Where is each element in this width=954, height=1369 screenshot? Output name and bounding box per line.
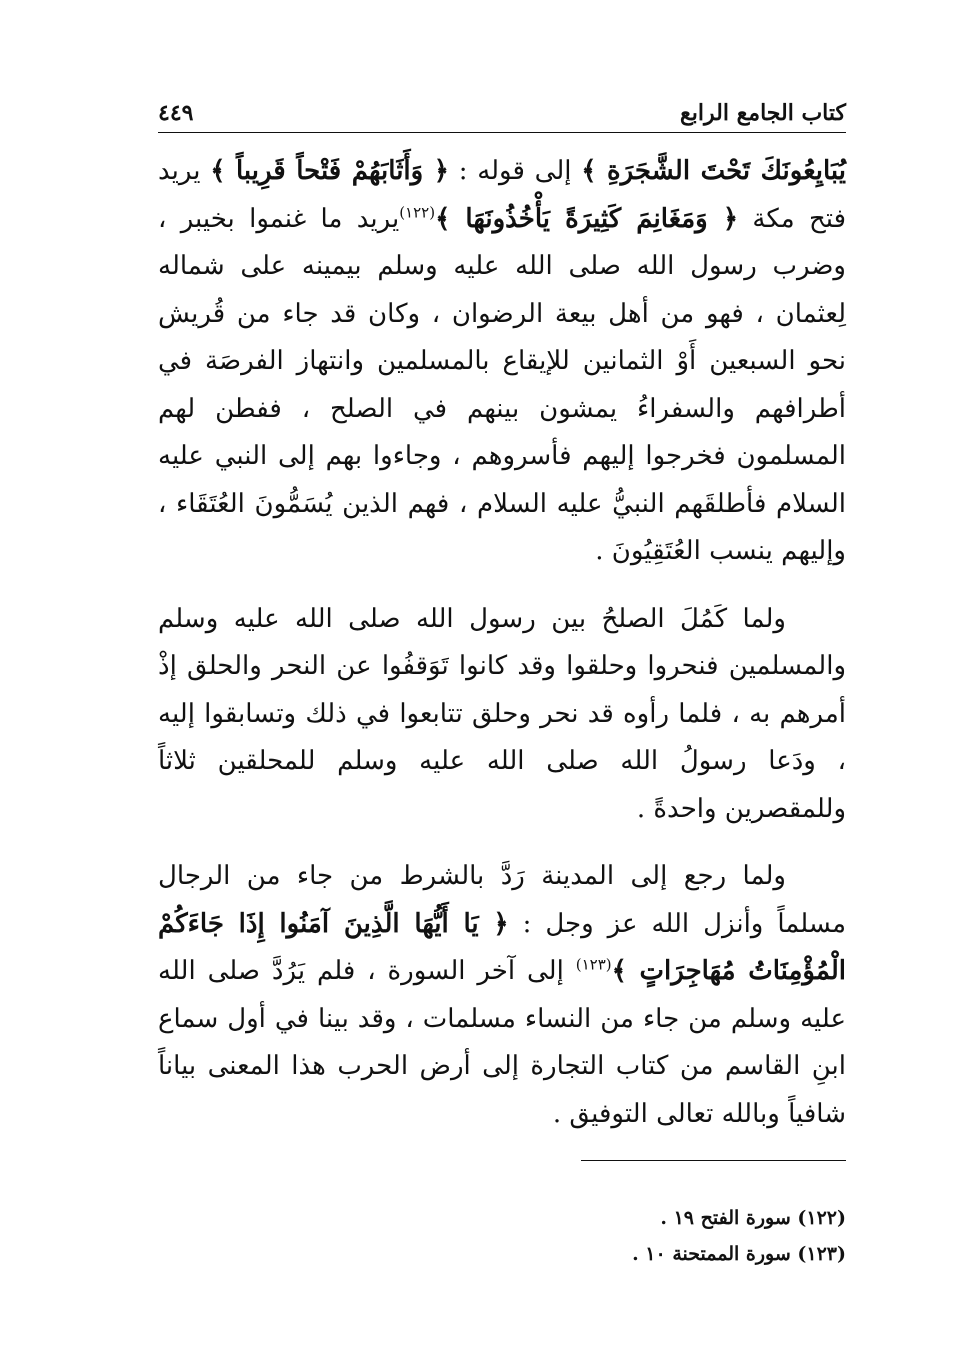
quran-verse: يُبَايِعُونَكَ تَحْتَ الشَّجَرَةِ ﴾ bbox=[581, 156, 846, 186]
footnote-divider bbox=[581, 1160, 846, 1161]
footnote-reference: (١٢٣) bbox=[575, 955, 612, 974]
paragraph-3 bbox=[158, 853, 846, 1138]
page-header bbox=[158, 80, 846, 133]
paragraph-1 bbox=[158, 148, 846, 576]
text-segment: ولما كَمُلَ الصلحُ بين رسول الله صلى الله عليه وسلم والمسلمين فنحروا وحلقوا وقد كانوا تَوَقفُوا عن النحر والحلق إذْ أمرهم به ، فلما رأوه قد نحر وحلق تتابعوا في ذلك وتسابقوا إليه ، ودَعا رسولُ الله صلى الله عليه وسلم للمحلقين ثلاثاً وللمقصرين واحدةً . bbox=[158, 603, 846, 824]
running-title: كتاب الجامع الرابع bbox=[680, 100, 846, 126]
footnote-reference: (١٢٢) bbox=[399, 202, 436, 221]
quran-verse: ﴿ يَا أَيُّهَا الَّذِينَ آمَنُوا إِذَا جَاءَكُمْ الْمُؤْمِنَاتُ مُهَاجِرَاتٍ ﴾ bbox=[158, 908, 846, 986]
text-segment: إلى آخر السورة ، فلم يَرُدَّ صلى الله عليه وسلم من جاء من النساء مسلمات ، وقد بينا في أول سماع ابنِ القاسم من كتاب التجارة إلى أرض الحرب هذا المعنى بياناً شافياً وبالله تعالى التوفيق . bbox=[158, 956, 846, 1129]
paragraph-2 bbox=[158, 596, 846, 834]
quran-verse: ﴿ وَمَغَانِمَ كَثِيرَةً يَأْخُذُونَهَا ﴾ bbox=[435, 203, 739, 234]
quran-verse: ﴿ وَأَثَابَهُمْ فَتْحاً قَرِيباً ﴾ bbox=[210, 156, 449, 186]
text-segment: يريد فتح مكة bbox=[158, 156, 847, 234]
footnotes bbox=[158, 1200, 846, 1272]
text-segment: ولما رجع إلى المدينة رَدَّ بالشرط من جاء من الرجال مسلماً وأنزل الله عز وجل : bbox=[158, 861, 847, 939]
page-number: ٤٤٩ bbox=[158, 100, 194, 126]
text-segment: يريد ما غنموا بخيبر ، وضرب رسول الله صلى الله عليه وسلم بيمينه على شماله لِعثمان ، فهو من أهل بيعة الرضوان ، وكان قد جاء من قُريش نحو السبعين أَوْ الثمانين للإيقاع بالمسلمين وانتهاز الفرصَة في أطرافهم والسفراءُ يمشون بينهم في الصلح ، ففطن لهم المسلمون فخرجوا إليهم فأسروهم ، وجاءوا بهم إلى النبي عليه السلام فأطلقَهم النبيُّ عليه السلام ، فهم الذين يُسَمُّونَ العُتَقَاء ، وإليهم ينسب العُتَقِيُونَ . bbox=[158, 203, 846, 566]
main-text bbox=[158, 148, 846, 1158]
footnote-123: (١٢٣) سورة الممتحنة ١٠ . bbox=[632, 1243, 846, 1265]
footnote-122: (١٢٢) سورة الفتح ١٩ . bbox=[660, 1207, 846, 1229]
text-segment: إلى قوله : bbox=[448, 156, 582, 186]
